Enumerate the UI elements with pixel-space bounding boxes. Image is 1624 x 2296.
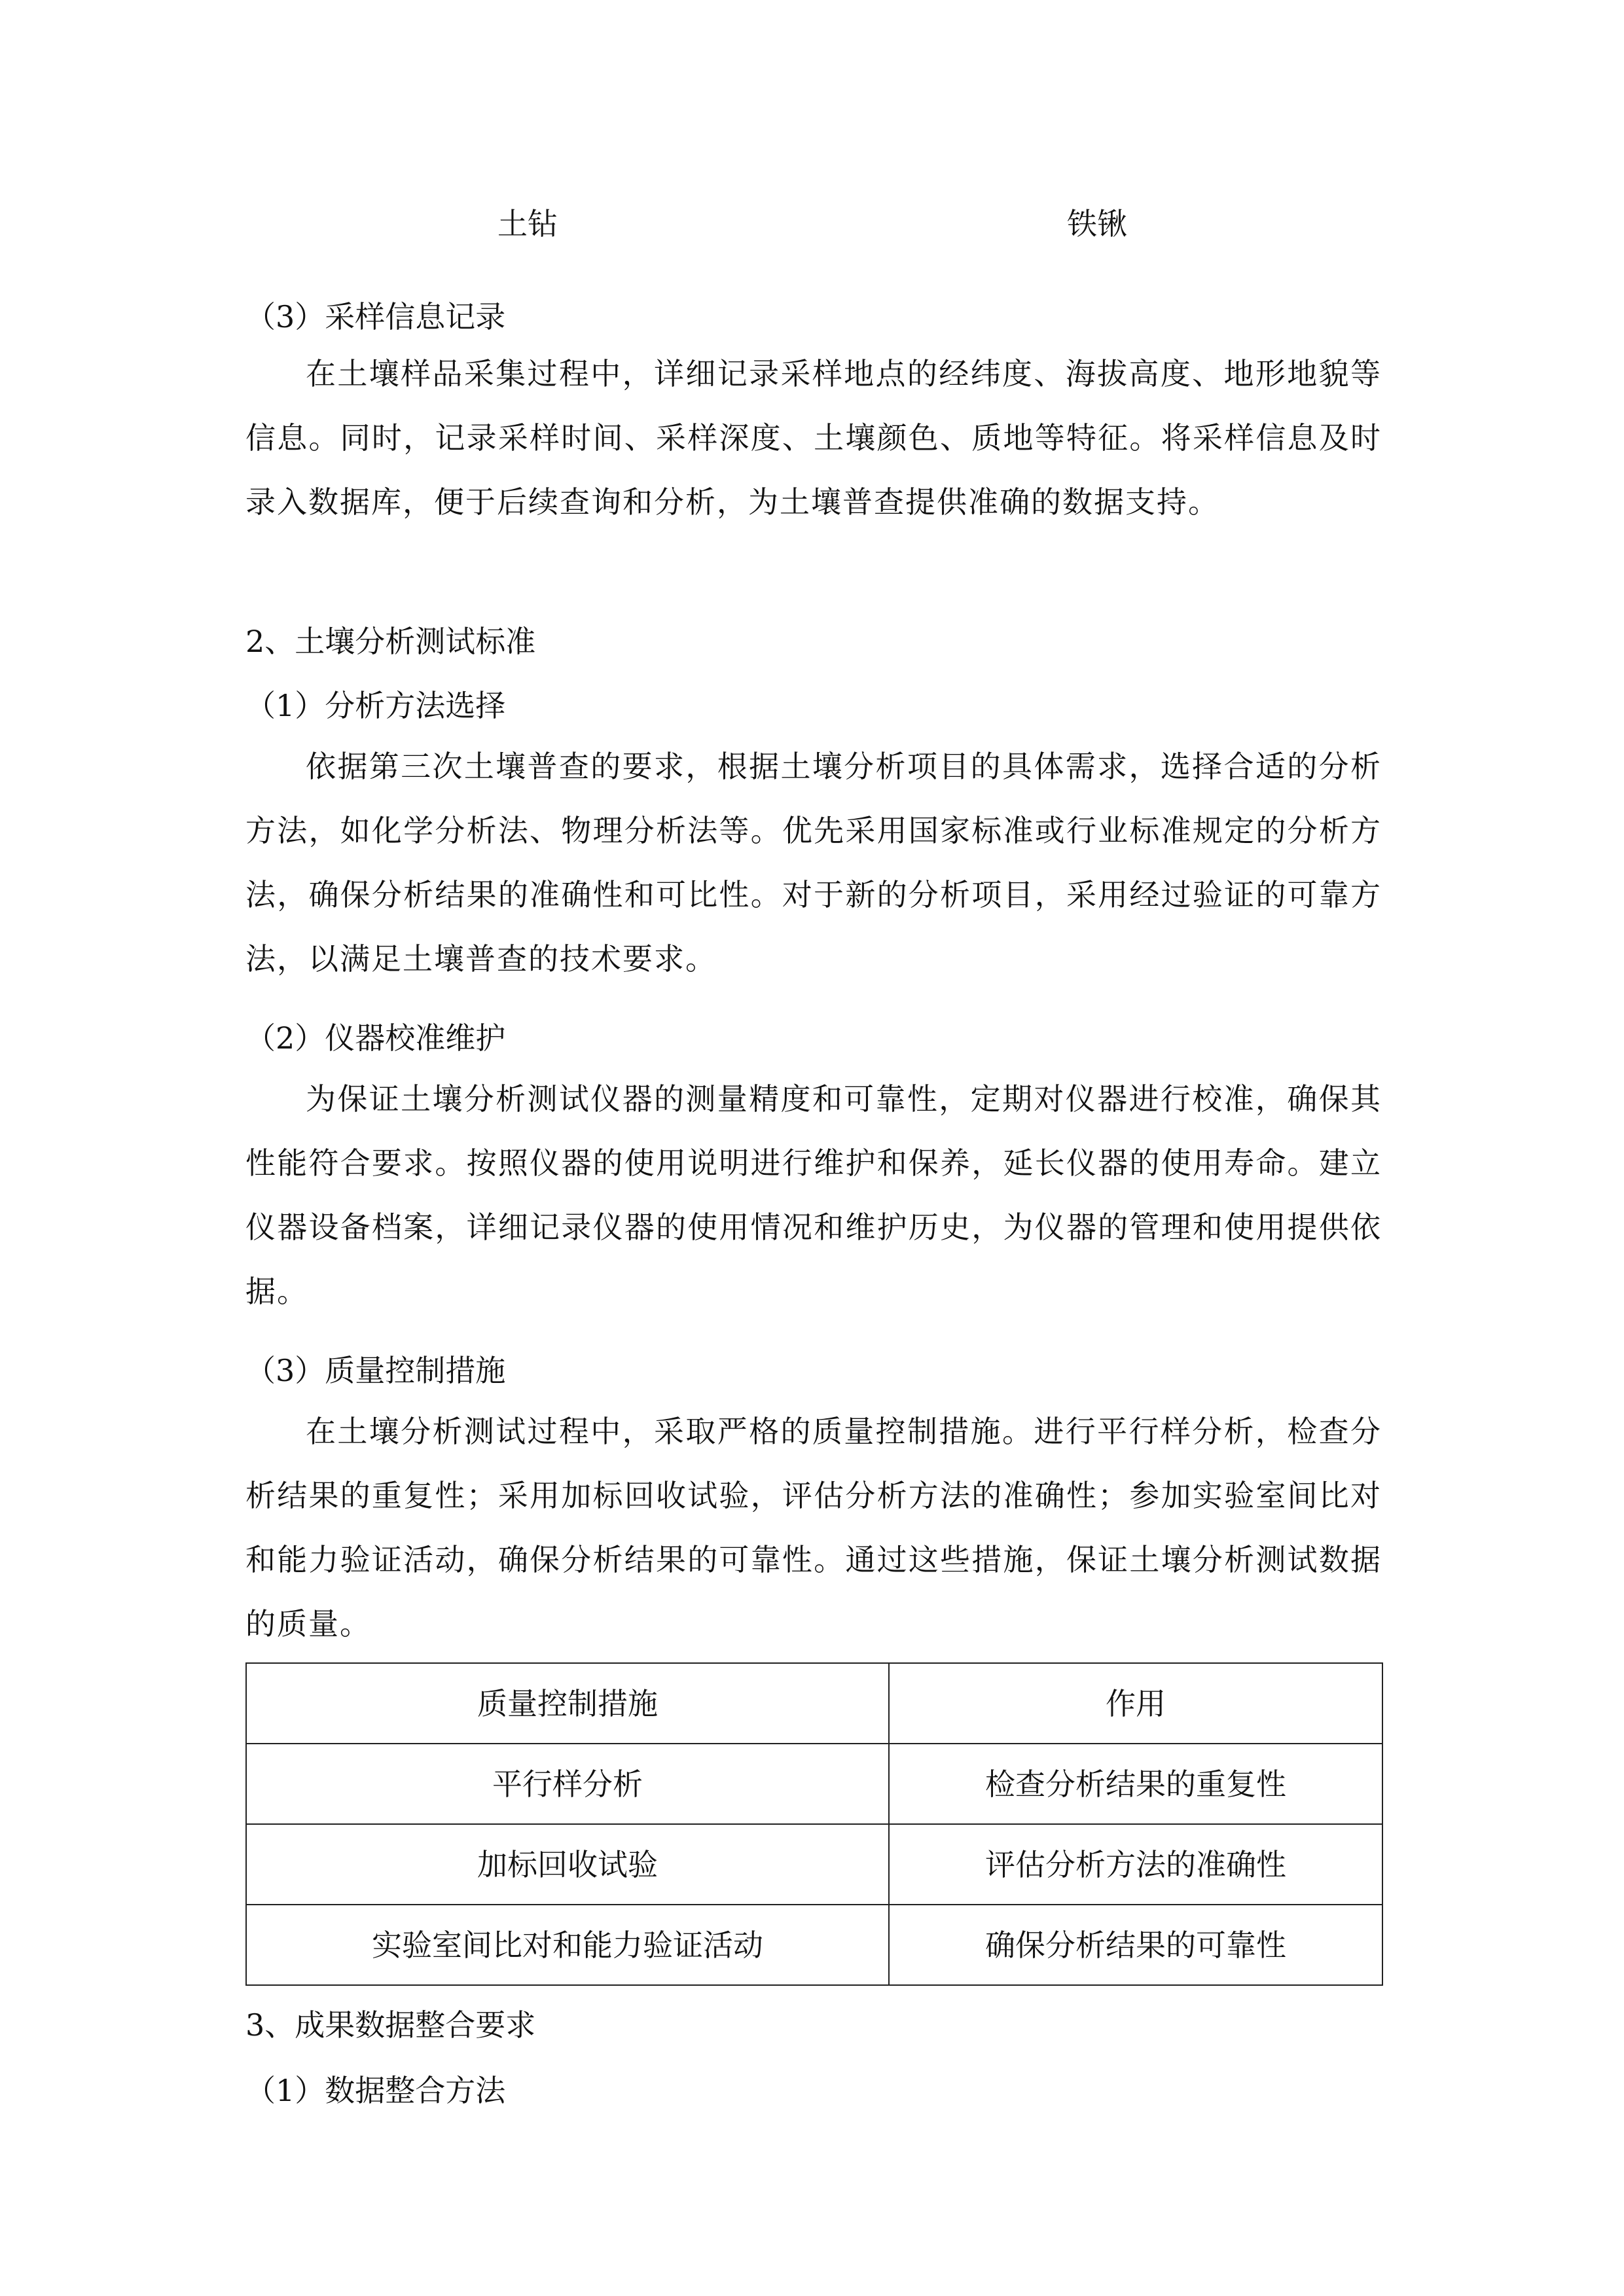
heading-quality-control: （3）质量控制措施 (245, 1353, 506, 1388)
table-row (246, 1905, 1382, 1985)
paragraph-instrument-calibration: 为保证土壤分析测试仪器的测量精度和可靠性，定期对仪器进行校准，确保其性能符合要求。按照仪器的使用说明进行维护和保养，延长仪器的使用寿命。建立仪器设备档案，详细记录仪器的使用情况和维护历史，为仪器的管理和使用提供依据。 (245, 1081, 1382, 1309)
heading-data-integration-method: （1）数据整合方法 (245, 2073, 506, 2108)
heading-instrument-calibration: （2）仪器校准维护 (245, 1020, 506, 1056)
table-cell: 平行样分析 (246, 1744, 889, 1824)
table-cell: 确保分析结果的可靠性 (889, 1905, 1382, 1985)
quality-control-table (245, 1662, 1383, 1986)
heading-data-integration: 3、成果数据整合要求 (245, 2007, 536, 2043)
paragraph-method-selection: 依据第三次土壤普查的要求，根据土壤分析项目的具体需求，选择合适的分析方法，如化学分析法、物理分析法等。优先采用国家标准或行业标准规定的分析方法，确保分析结果的准确性和可比性。对于新的分析项目，采用经过验证的可靠方法，以满足土壤普查的技术要求。 (245, 749, 1382, 977)
figure-caption-soil-auger: 土钻 (497, 206, 558, 242)
figure-caption-shovel: 铁锹 (1067, 206, 1127, 242)
table-header-cell: 作用 (889, 1663, 1382, 1744)
table-cell: 加标回收试验 (246, 1824, 889, 1905)
table-row (246, 1824, 1382, 1905)
heading-method-selection: （1）分析方法选择 (245, 688, 506, 723)
table-cell: 评估分析方法的准确性 (889, 1824, 1382, 1905)
table-cell: 实验室间比对和能力验证活动 (246, 1905, 889, 1985)
table-header-row (246, 1663, 1382, 1744)
heading-analysis-standards: 2、土壤分析测试标准 (245, 624, 536, 659)
paragraph-sampling-record: 在土壤样品采集过程中，详细记录采样地点的经纬度、海拔高度、地形地貌等信息。同时，记录采样时间、采样深度、土壤颜色、质地等特征。将采样信息及时录入数据库，便于后续查询和分析，为土壤普查提供准确的数据支持。 (245, 356, 1382, 520)
table-header-cell: 质量控制措施 (246, 1663, 889, 1744)
paragraph-quality-control: 在土壤分析测试过程中，采取严格的质量控制措施。进行平行样分析，检查分析结果的重复性；采用加标回收试验，评估分析方法的准确性；参加实验室间比对和能力验证活动，确保分析结果的可靠性。通过这些措施，保证土壤分析测试数据的质量。 (245, 1414, 1382, 1641)
heading-sampling-record: （3）采样信息记录 (245, 299, 506, 334)
table-row (246, 1744, 1382, 1824)
table-cell: 检查分析结果的重复性 (889, 1744, 1382, 1824)
